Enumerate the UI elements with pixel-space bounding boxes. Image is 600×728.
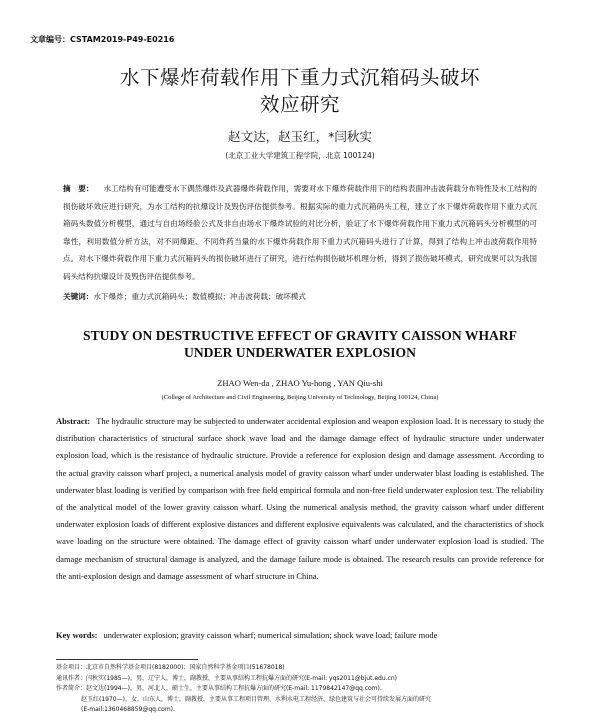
title-chinese-line-1: 水下爆炸荷载作用下重力式沉箱码头破坏 <box>119 66 480 89</box>
keywords-chinese-text: 水下爆炸；重力式沉箱码头；数值模拟；冲击波荷载；破坏模式 <box>93 292 306 301</box>
footnotes <box>56 663 544 716</box>
title-chinese-line-2: 效应研究 <box>259 93 340 116</box>
article-number: 文章编号：CSTAM2019-P49-E0216 <box>30 35 175 44</box>
keywords-chinese-label: 关键词： <box>63 292 94 301</box>
authors-chinese: 赵文达，赵玉红，*闫秋实 <box>228 129 372 144</box>
abstract-english <box>56 413 544 585</box>
keywords-english-text: underwater explosion; gravity caisson wharf; numerical simulation; shock wave load; failure mode <box>103 630 438 640</box>
abstract-chinese-text: 水工结构有可能遭受水下偶然爆炸及武器爆炸荷载作用，需要对水下爆炸荷载作用下的结构表面冲击波荷载分布特性及水工结构的损伤破坏效应进行研究，为水工结构的抗爆设计及毁伤评估提供参考。根据实际的重力式沉箱码头工程，建立了水下爆炸荷载作用下重力式沉箱码头数值分析模型，通过与自由场经验公式及非自由场水下爆炸试验的对比分析，验证了水下爆炸荷载作用下重力式沉箱码头分析模型的可靠性，利用数值分析方法，对不同爆距、不同炸药当量的水下爆炸荷载作用下重力式沉箱码头进行了计算，得到了结构上冲击波荷载作用特点。对水下爆炸荷载作用下重力式沉箱码头的损伤破坏进行了研究，进行结构损伤破坏机理分析，得到了损伤破坏模式，研究成果可以为我国码头结构抗爆设计及毁伤评估提供参考。 <box>63 184 538 281</box>
footnote-author-email: (E-mail:1360468859@qq.com). <box>81 706 175 713</box>
abstract-english-text: The hydraulic structure may be subjected to underwater accidental explosion and weapon explosion load. It is necessary to study the distribution characteristics of structural surface shock wave load and the damage damage effect of hydraulic structure under underwater explosion load, which is the resistance of hydraulic structure. Provide a reference for explosion design and damage assessment. According to the actual gravity caisson wharf project, a numerical analysis model of gravity caisson wharf under underwater blast loading is established. The underwater blast loading is verified by comparison with free field empirical formula and non-free field underwater explosion test. The reliability of the analytical model of the lower gravity caisson wharf. Using the numerical analysis method, the gravity caisson wharf under different underwater explosion loads of different explosive distances and different explosive equivalents was calculated, and the characteristics of shock wave loading on the structure were obtained. The damage effect of gravity caisson wharf under underwater explosion load is studied. The damage mechanism of structural damage is analyzed, and the damage failure mode is obtained. The research results can provide reference for the anti-explosion design and damage assessment of wharf structure in China. <box>56 416 544 581</box>
abstract-chinese <box>63 180 537 286</box>
keywords-english <box>56 630 544 640</box>
title-english <box>30 327 570 361</box>
title-chinese <box>60 64 540 118</box>
footnote-author-bio-2: 赵玉红(1970—)，女，山东人，博士，副教授，主要从事工程项目管理、水利水电工程经济、绿色建筑与社会可持续发展方面的研究 <box>81 695 431 703</box>
footnote-corresponding-author: 通讯作者：闫秋实(1985—)，男，辽宁人，博士，副教授，主要从事结构工程抗爆方面的研究(E-mail: yqs2011@bjut.edu.cn) <box>56 674 397 682</box>
authors-english: ZHAO Wen-da , ZHAO Yu-hong , YAN Qiu-shi <box>217 378 383 388</box>
keywords-english-label: Key words: <box>56 630 98 640</box>
affiliation-english: (College of Architecture and Civil Engineering, Beijing University of Technology, Beijing 100124, China) <box>161 394 439 401</box>
keywords-chinese <box>63 291 537 302</box>
footnote-author-bio: 作者简介：赵文达(1994—)，男，河北人，硕士生，主要从事结构工程抗爆方面的研究(E-mail: 1179842147@qq.com). <box>56 685 382 692</box>
abstract-english-label: Abstract: <box>56 416 91 426</box>
title-english-line-1: STUDY ON DESTRUCTIVE EFFECT OF GRAVITY CAISSON WHARF <box>83 328 517 343</box>
footnote-funding: 基金项目：北京市自然科学基金项目(8182000)；国家自然科学基金项目(51678018) <box>56 664 285 671</box>
footnote-divider <box>56 659 198 660</box>
abstract-chinese-label: 摘 要： <box>63 184 94 193</box>
title-english-line-2: UNDER UNDERWATER EXPLOSION <box>184 345 416 360</box>
affiliation-chinese: (北京工业大学建筑工程学院，北京 100124) <box>225 151 375 160</box>
